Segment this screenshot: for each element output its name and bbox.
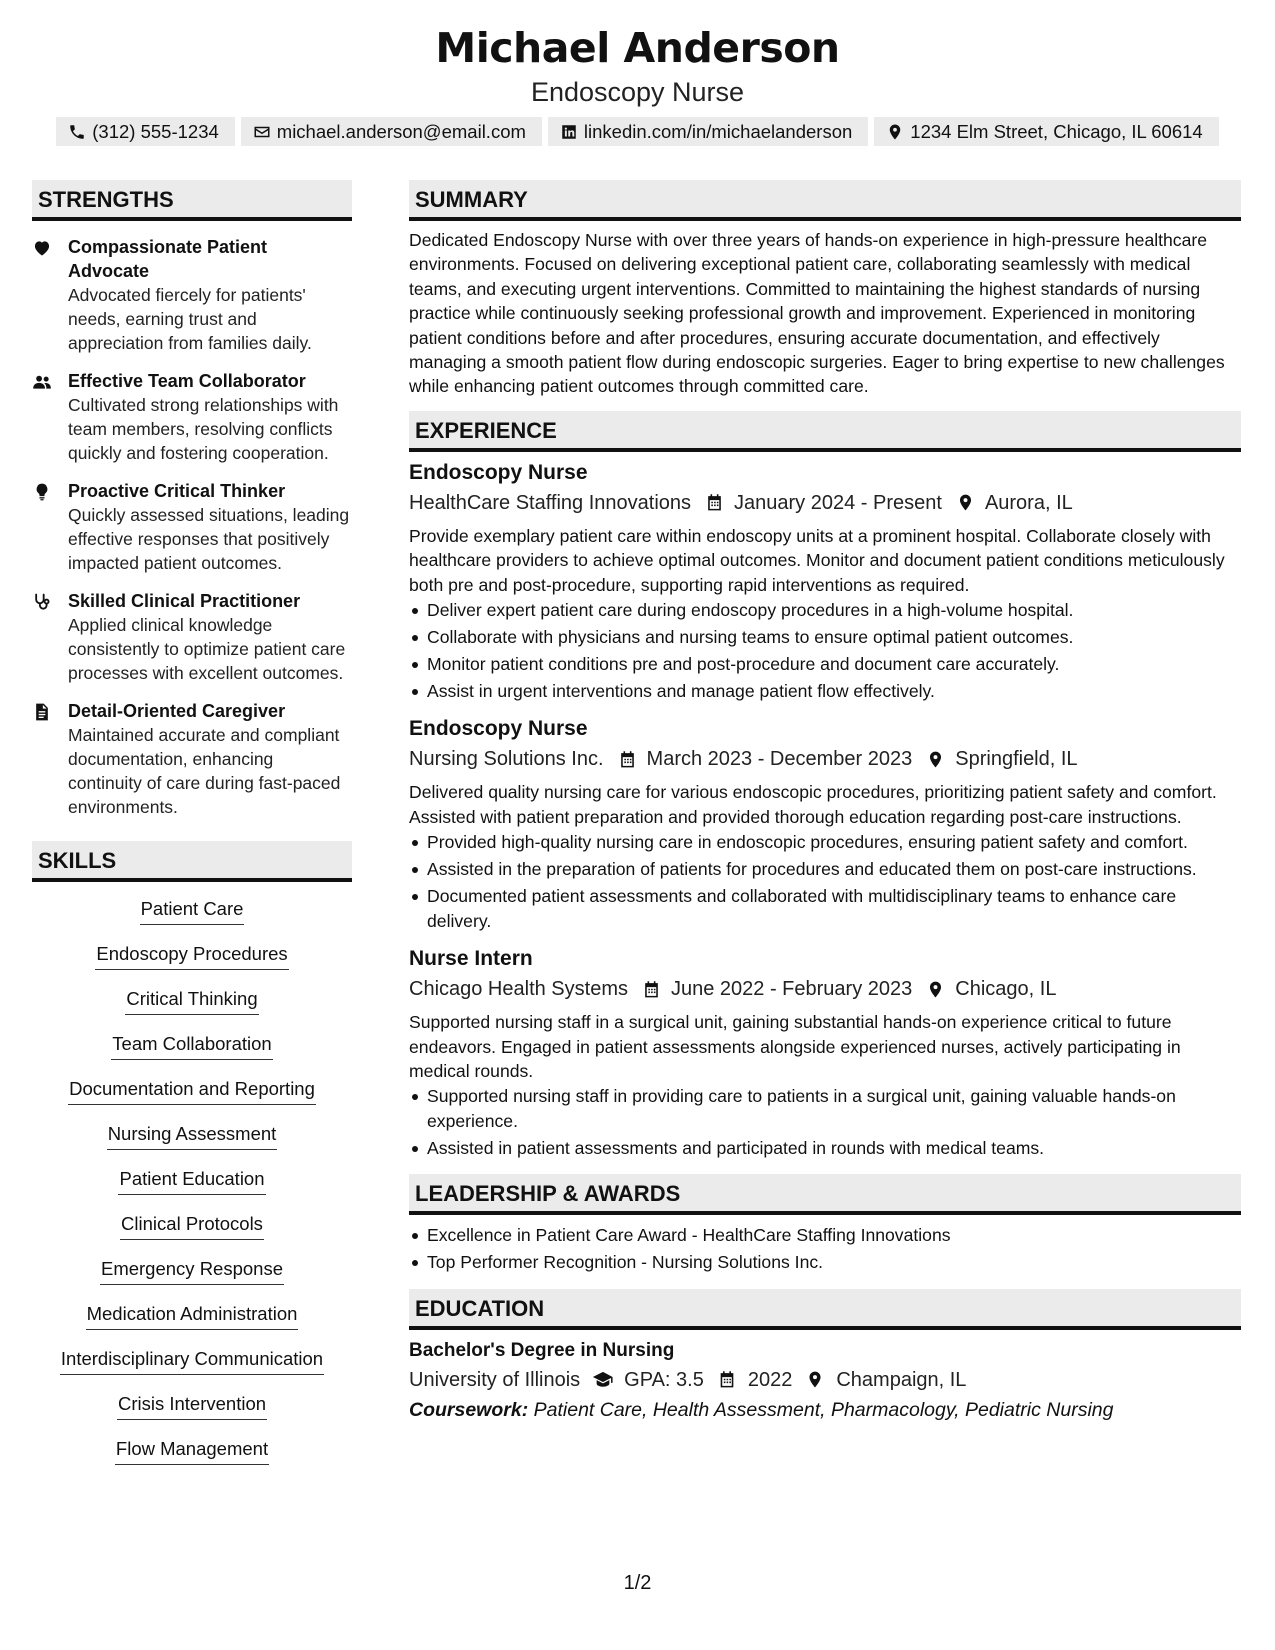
map-pin-icon: [926, 980, 945, 999]
job-bullets: [409, 598, 1241, 703]
calendar-icon: [642, 980, 661, 999]
job-bullet: Supported nursing staff in providing care to patients in a surgical unit, gaining valuable hands-on experience.: [409, 1084, 1241, 1133]
job-location: Chicago, IL: [955, 978, 1057, 1001]
job-meta: [409, 488, 1241, 518]
strength-item: [32, 369, 352, 465]
graduation-cap-icon: [592, 1370, 614, 1389]
strength-description: Cultivated strong relationships with team members, resolving conflicts quickly and fostering cooperation.: [68, 395, 339, 463]
job-bullet: Collaborate with physicians and nursing teams to ensure optimal patient outcomes.: [409, 625, 1241, 649]
leadership-section: [409, 1174, 1241, 1274]
summary-text: Dedicated Endoscopy Nurse with over three years of hands-on experience in high-pressure healthcare environments. Focused on delivering exceptional patient care, collaborating seamlessly with medical teams, and executing urgent interventions. Committed to maintaining the highest standards of nursing practice while continuously seeking professional growth and improvement. Experienced in monitoring patient conditions before and after procedures, ensuring accurate documentation, and effectively managing a smooth patient flow during endoscopic surgeries. Eager to bring expertise to new challenges while enhancing patient outcomes through committed care.: [409, 230, 1225, 397]
skill-tag: Interdisciplinary Communication: [60, 1346, 324, 1375]
coursework: [409, 1396, 1241, 1424]
job-dates: January 2024 - Present: [734, 491, 942, 514]
strength-item: [32, 699, 352, 819]
education-section: [409, 1289, 1241, 1424]
skill-tag: Patient Education: [118, 1166, 265, 1195]
job-company: Nursing Solutions Inc.: [409, 748, 604, 771]
experience-section: [409, 411, 1241, 1160]
skills-heading: SKILLS: [32, 841, 352, 882]
stethoscope-icon: [32, 592, 52, 612]
strength-description: Applied clinical knowledge consistently to optimize patient care processes with excellent outcomes.: [68, 615, 346, 683]
page-indicator: 1/2: [623, 1572, 652, 1594]
strength-item: [32, 479, 352, 575]
gpa: GPA: 3.5: [624, 1368, 704, 1391]
job-bullet: Assisted in patient assessments and participated in rounds with medical teams.: [409, 1136, 1241, 1160]
strength-description: Maintained accurate and compliant documentation, enhancing continuity of care during fast-paced environments.: [68, 725, 341, 817]
calendar-icon: [705, 493, 724, 512]
coursework-list: Patient Care, Health Assessment, Pharmacology, Pediatric Nursing: [533, 1398, 1114, 1421]
award-item: Top Performer Recognition - Nursing Solutions Inc.: [409, 1250, 1241, 1274]
heart-icon: [32, 238, 52, 258]
strengths-heading: STRENGTHS: [32, 180, 352, 221]
map-pin-icon: [886, 123, 904, 141]
strength-name: Proactive Critical Thinker: [68, 481, 286, 501]
contact-linkedin[interactable]: [548, 117, 868, 146]
strength-item: [32, 589, 352, 685]
users-icon: [32, 372, 52, 392]
calendar-icon: [716, 1370, 738, 1389]
skills-section: [32, 841, 352, 1481]
skill-tag: Documentation and Reporting: [68, 1076, 316, 1105]
strength-description: Advocated fiercely for patients' needs, earning trust and appreciation from families daily.: [68, 285, 312, 353]
job-meta: [409, 744, 1241, 774]
strength-name: Effective Team Collaborator: [68, 371, 306, 391]
skill-tag: Endoscopy Procedures: [95, 941, 288, 970]
job-description: Supported nursing staff in a surgical unit, gaining substantial hands-on experience critical to future endeavors. Engaged in patient assessments alongside experienced nurses, actively participating in medical rounds.: [409, 1012, 1181, 1081]
contact-address-text: 1234 Elm Street, Chicago, IL 60614: [910, 121, 1203, 142]
lightbulb-icon: [32, 482, 52, 502]
job-entry: [409, 945, 1241, 1160]
education-heading: EDUCATION: [409, 1289, 1241, 1330]
skill-tag: Critical Thinking: [125, 986, 258, 1015]
job-company: Chicago Health Systems: [409, 978, 628, 1001]
job-bullet: Assisted in the preparation of patients for procedures and educated them on post-care instructions.: [409, 857, 1241, 881]
job-dates: June 2022 - February 2023: [670, 978, 913, 1001]
strengths-section: [32, 180, 352, 819]
contact-phone-text: (312) 555-1234: [92, 121, 219, 142]
job-dates: March 2023 - December 2023: [646, 748, 913, 771]
skill-tag: Patient Care: [140, 896, 245, 925]
candidate-name: Michael Anderson: [435, 24, 840, 72]
strength-name: Skilled Clinical Practitioner: [68, 591, 301, 611]
job-entry: [409, 715, 1241, 933]
job-bullet: Documented patient assessments and collaborated with multidisciplinary teams to enhance care delivery.: [409, 884, 1241, 933]
strength-name: Detail-Oriented Caregiver: [68, 701, 286, 721]
job-description: Delivered quality nursing care for various endoscopic procedures, prioritizing patient safety and comfort. Assisted with patient preparation and provided thorough education regarding post-care instructions.: [409, 782, 1217, 827]
job-bullets: [409, 830, 1241, 933]
summary-heading: SUMMARY: [409, 180, 1241, 221]
job-location: Aurora, IL: [984, 491, 1073, 514]
experience-heading: EXPERIENCE: [409, 411, 1241, 452]
document-icon: [32, 702, 52, 722]
strength-name: Compassionate Patient Advocate: [68, 237, 268, 281]
job-position: Nurse Intern: [409, 947, 533, 971]
resume-header: [0, 22, 1275, 146]
skill-tag: Team Collaboration: [111, 1031, 272, 1060]
job-bullets: [409, 1084, 1241, 1160]
skill-tag: Flow Management: [115, 1436, 269, 1465]
coursework-label: Coursework:: [409, 1398, 529, 1421]
contact-linkedin-text: linkedin.com/in/michaelanderson: [583, 121, 853, 142]
linkedin-icon: [560, 123, 578, 141]
job-position: Endoscopy Nurse: [409, 460, 588, 484]
school-location: Champaign, IL: [836, 1368, 967, 1391]
job-company: HealthCare Staffing Innovations: [409, 491, 692, 514]
phone-icon: [68, 123, 86, 141]
skill-tag: Nursing Assessment: [107, 1121, 278, 1150]
job-entry: [409, 459, 1241, 704]
job-bullet: Deliver expert patient care during endoscopy procedures in a high-volume hospital.: [409, 598, 1241, 622]
map-pin-icon: [926, 750, 945, 769]
calendar-icon: [618, 750, 637, 769]
skill-tag: Medication Administration: [86, 1301, 299, 1330]
job-meta: [409, 974, 1241, 1004]
job-bullet: Assist in urgent interventions and manage patient flow effectively.: [409, 679, 1241, 703]
graduation-year: 2022: [747, 1368, 793, 1391]
job-bullet: Provided high-quality nursing care in endoscopic procedures, ensuring patient safety and comfort.: [409, 830, 1241, 854]
skills-list: [32, 882, 352, 1481]
contact-email[interactable]: [241, 117, 542, 146]
contact-phone[interactable]: [56, 117, 235, 146]
job-description: Provide exemplary patient care within endoscopy units at a prominent hospital. Collaborate closely with healthcare providers to achieve optimal outcomes. Monitor and document patient conditions meticulously both pre and post-procedure, supporting rapid interventions as required.: [409, 525, 1225, 595]
contact-address: [874, 117, 1218, 146]
award-item: Excellence in Patient Care Award - HealthCare Staffing Innovations: [409, 1223, 1241, 1247]
degree-name: Bachelor's Degree in Nursing: [409, 1339, 675, 1361]
school-name: University of Illinois: [409, 1368, 581, 1391]
job-position: Endoscopy Nurse: [409, 717, 588, 741]
envelope-icon: [253, 123, 271, 141]
contact-email-text: michael.anderson@email.com: [276, 121, 526, 142]
job-title: Endoscopy Nurse: [530, 77, 745, 107]
summary-section: [409, 180, 1241, 399]
job-bullet: Monitor patient conditions pre and post-procedure and document care accurately.: [409, 652, 1241, 676]
strength-item: [32, 235, 352, 355]
skill-tag: Clinical Protocols: [120, 1211, 264, 1240]
map-pin-icon: [956, 493, 975, 512]
left-column: [32, 180, 352, 1481]
skill-tag: Crisis Intervention: [117, 1391, 267, 1420]
strength-description: Quickly assessed situations, leading effective responses that positively impacted patient outcomes.: [68, 505, 350, 573]
skill-tag: Emergency Response: [100, 1256, 284, 1285]
leadership-heading: LEADERSHIP & AWARDS: [409, 1174, 1241, 1215]
contact-bar: [0, 117, 1275, 146]
education-meta: [409, 1365, 1241, 1395]
award-list: [409, 1223, 1241, 1274]
job-location: Springfield, IL: [955, 748, 1078, 771]
map-pin-icon: [804, 1370, 826, 1389]
right-column: [409, 180, 1241, 1424]
